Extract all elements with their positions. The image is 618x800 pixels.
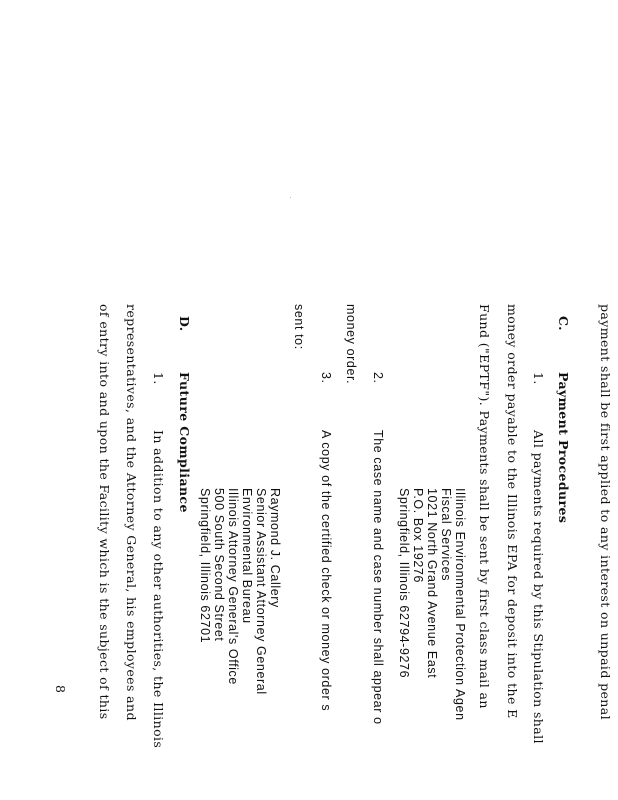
address-line: Environmental Bureau	[240, 488, 254, 624]
item-number: 1.	[531, 372, 546, 385]
body-line: A copy of the certified check or money order s	[319, 430, 333, 712]
body-line: All payments required by this Stipulation shall	[531, 430, 546, 744]
body-line: money order.	[344, 304, 358, 385]
address-line: Illinois Environmental Protection Agen	[453, 488, 467, 721]
address-line: Illinois Attorney General's Office	[226, 488, 240, 685]
section-letter: D.	[177, 316, 192, 332]
body-line: In addition to any other authorities, the Illinois	[151, 430, 166, 749]
section-letter: C.	[556, 316, 571, 331]
section-heading: Payment Procedures	[556, 372, 571, 524]
scan-speck	[290, 197, 291, 198]
address-line: Springfield, Illinois 62701	[198, 488, 212, 644]
body-line: Fund ("EPTF"). Payments shall be sent by first class mail an	[477, 304, 492, 709]
body-line: representatives, and the Attorney General, his employees and	[124, 304, 139, 721]
address-line: P.O. Box 19276	[411, 488, 425, 584]
item-number: 1.	[151, 372, 166, 385]
address-line: Fiscal Services	[439, 488, 453, 582]
section-heading: Future Compliance	[177, 372, 192, 513]
body-line: of entry into and upon the Facility which is the subject of this	[97, 304, 112, 720]
address-line: Springfield, Illinois 62794-9276	[397, 488, 411, 679]
page-number: 8	[53, 685, 68, 694]
body-line: money order payable to the Illinois EPA for deposit into the E	[505, 304, 520, 719]
body-line: payment shall be first applied to any interest on unpaid penal	[598, 304, 613, 720]
address-line: 1021 North Grand Avenue East	[425, 488, 439, 679]
address-line: Raymond J. Callery	[268, 488, 282, 608]
address-line: Senior Assistant Attorney General	[254, 488, 268, 695]
body-line: The case name and case number shall appear o	[371, 430, 385, 725]
item-number: 2.	[371, 372, 385, 384]
item-number: 3.	[319, 372, 333, 384]
address-line: 500 South Second Street	[212, 488, 226, 642]
body-line: sent to:	[292, 304, 306, 350]
